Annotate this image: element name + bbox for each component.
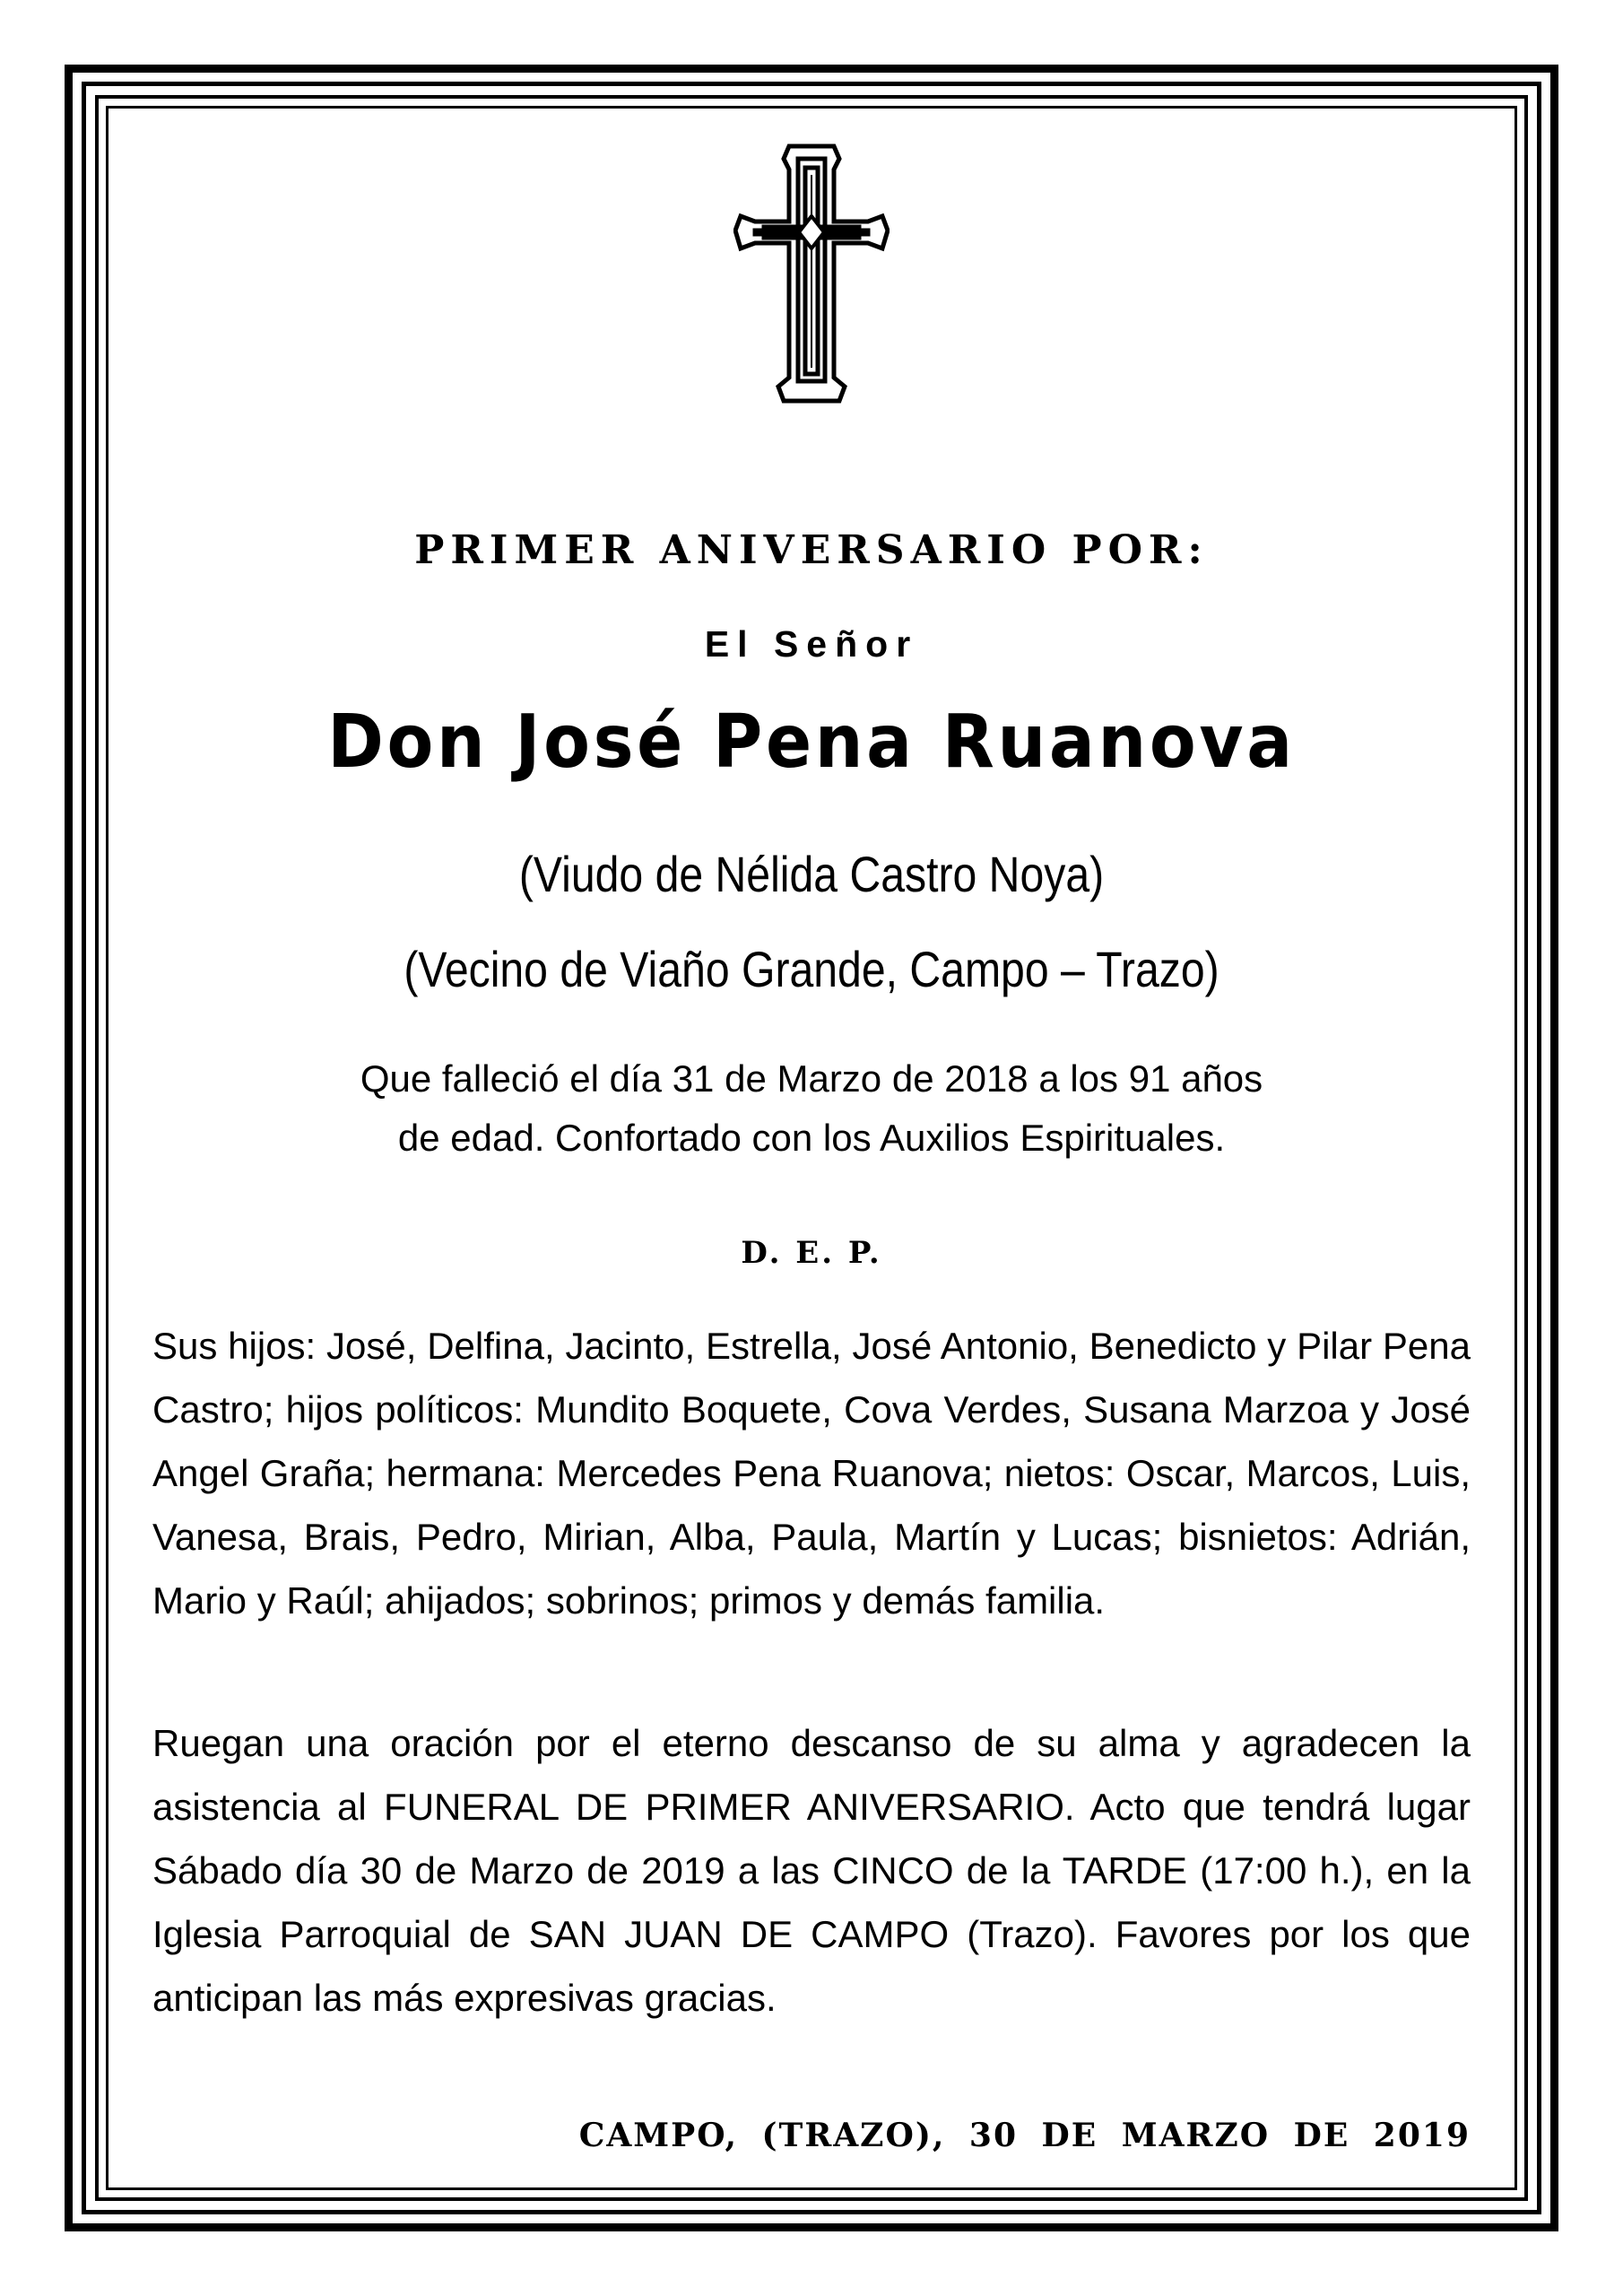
death-line-2: de edad. Confortado con los Auxilios Espirituales. bbox=[397, 1117, 1226, 1159]
dep-mark: D. E. P. bbox=[741, 1235, 882, 1271]
place-date-signoff: CAMPO, (TRAZO), 30 DE MARZO DE 2019 bbox=[578, 2117, 1471, 2154]
deceased-name: Don José Pena Ruanova bbox=[327, 700, 1296, 785]
family-paragraph: Sus hijos: José, Delfina, Jacinto, Estrella, José Antonio, Benedicto y Pilar Pena Castro; hijos políticos: Mundito Boquete, Cova Verdes, Susana Marzoa y José Angel Graña; hermana: Mercedes Pena Ruanova; nietos: Oscar, Marcos, Luis, Vanesa, Brais, Pedro, Mirian, Alba, Paula, Martín y Lucas; bisnietos: Adrián, Mario y Raúl; ahijados; sobrinos; primos y demás familia. bbox=[152, 1325, 1471, 1622]
cross-icon bbox=[733, 139, 890, 408]
service-paragraph: Ruegan una oración por el eterno descanso de su alma y agradecen la asistencia al FUNERAL DE PRIMER ANIVERSARIO. Acto que tendrá lugar Sábado día 30 de Marzo de 2019 a las CINCO de la TARDE (17:00 h.), en la Iglesia Parroquial de SAN JUAN DE CAMPO (Trazo). Favores por los que anticipan las más expresivas gracias. bbox=[152, 1722, 1471, 2019]
notice-heading: PRIMER ANIVERSARIO POR: bbox=[414, 527, 1209, 573]
death-line-1: Que falleció el día 31 de Marzo de 2018 a los 91 años bbox=[360, 1057, 1263, 1100]
death-details bbox=[152, 1049, 1471, 1168]
honorific: El Señor bbox=[704, 623, 919, 665]
residence-line: (Vecino de Viaño Grande, Campo – Trazo) bbox=[404, 941, 1219, 997]
widow-line: (Viudo de Nélida Castro Noya) bbox=[518, 846, 1105, 902]
